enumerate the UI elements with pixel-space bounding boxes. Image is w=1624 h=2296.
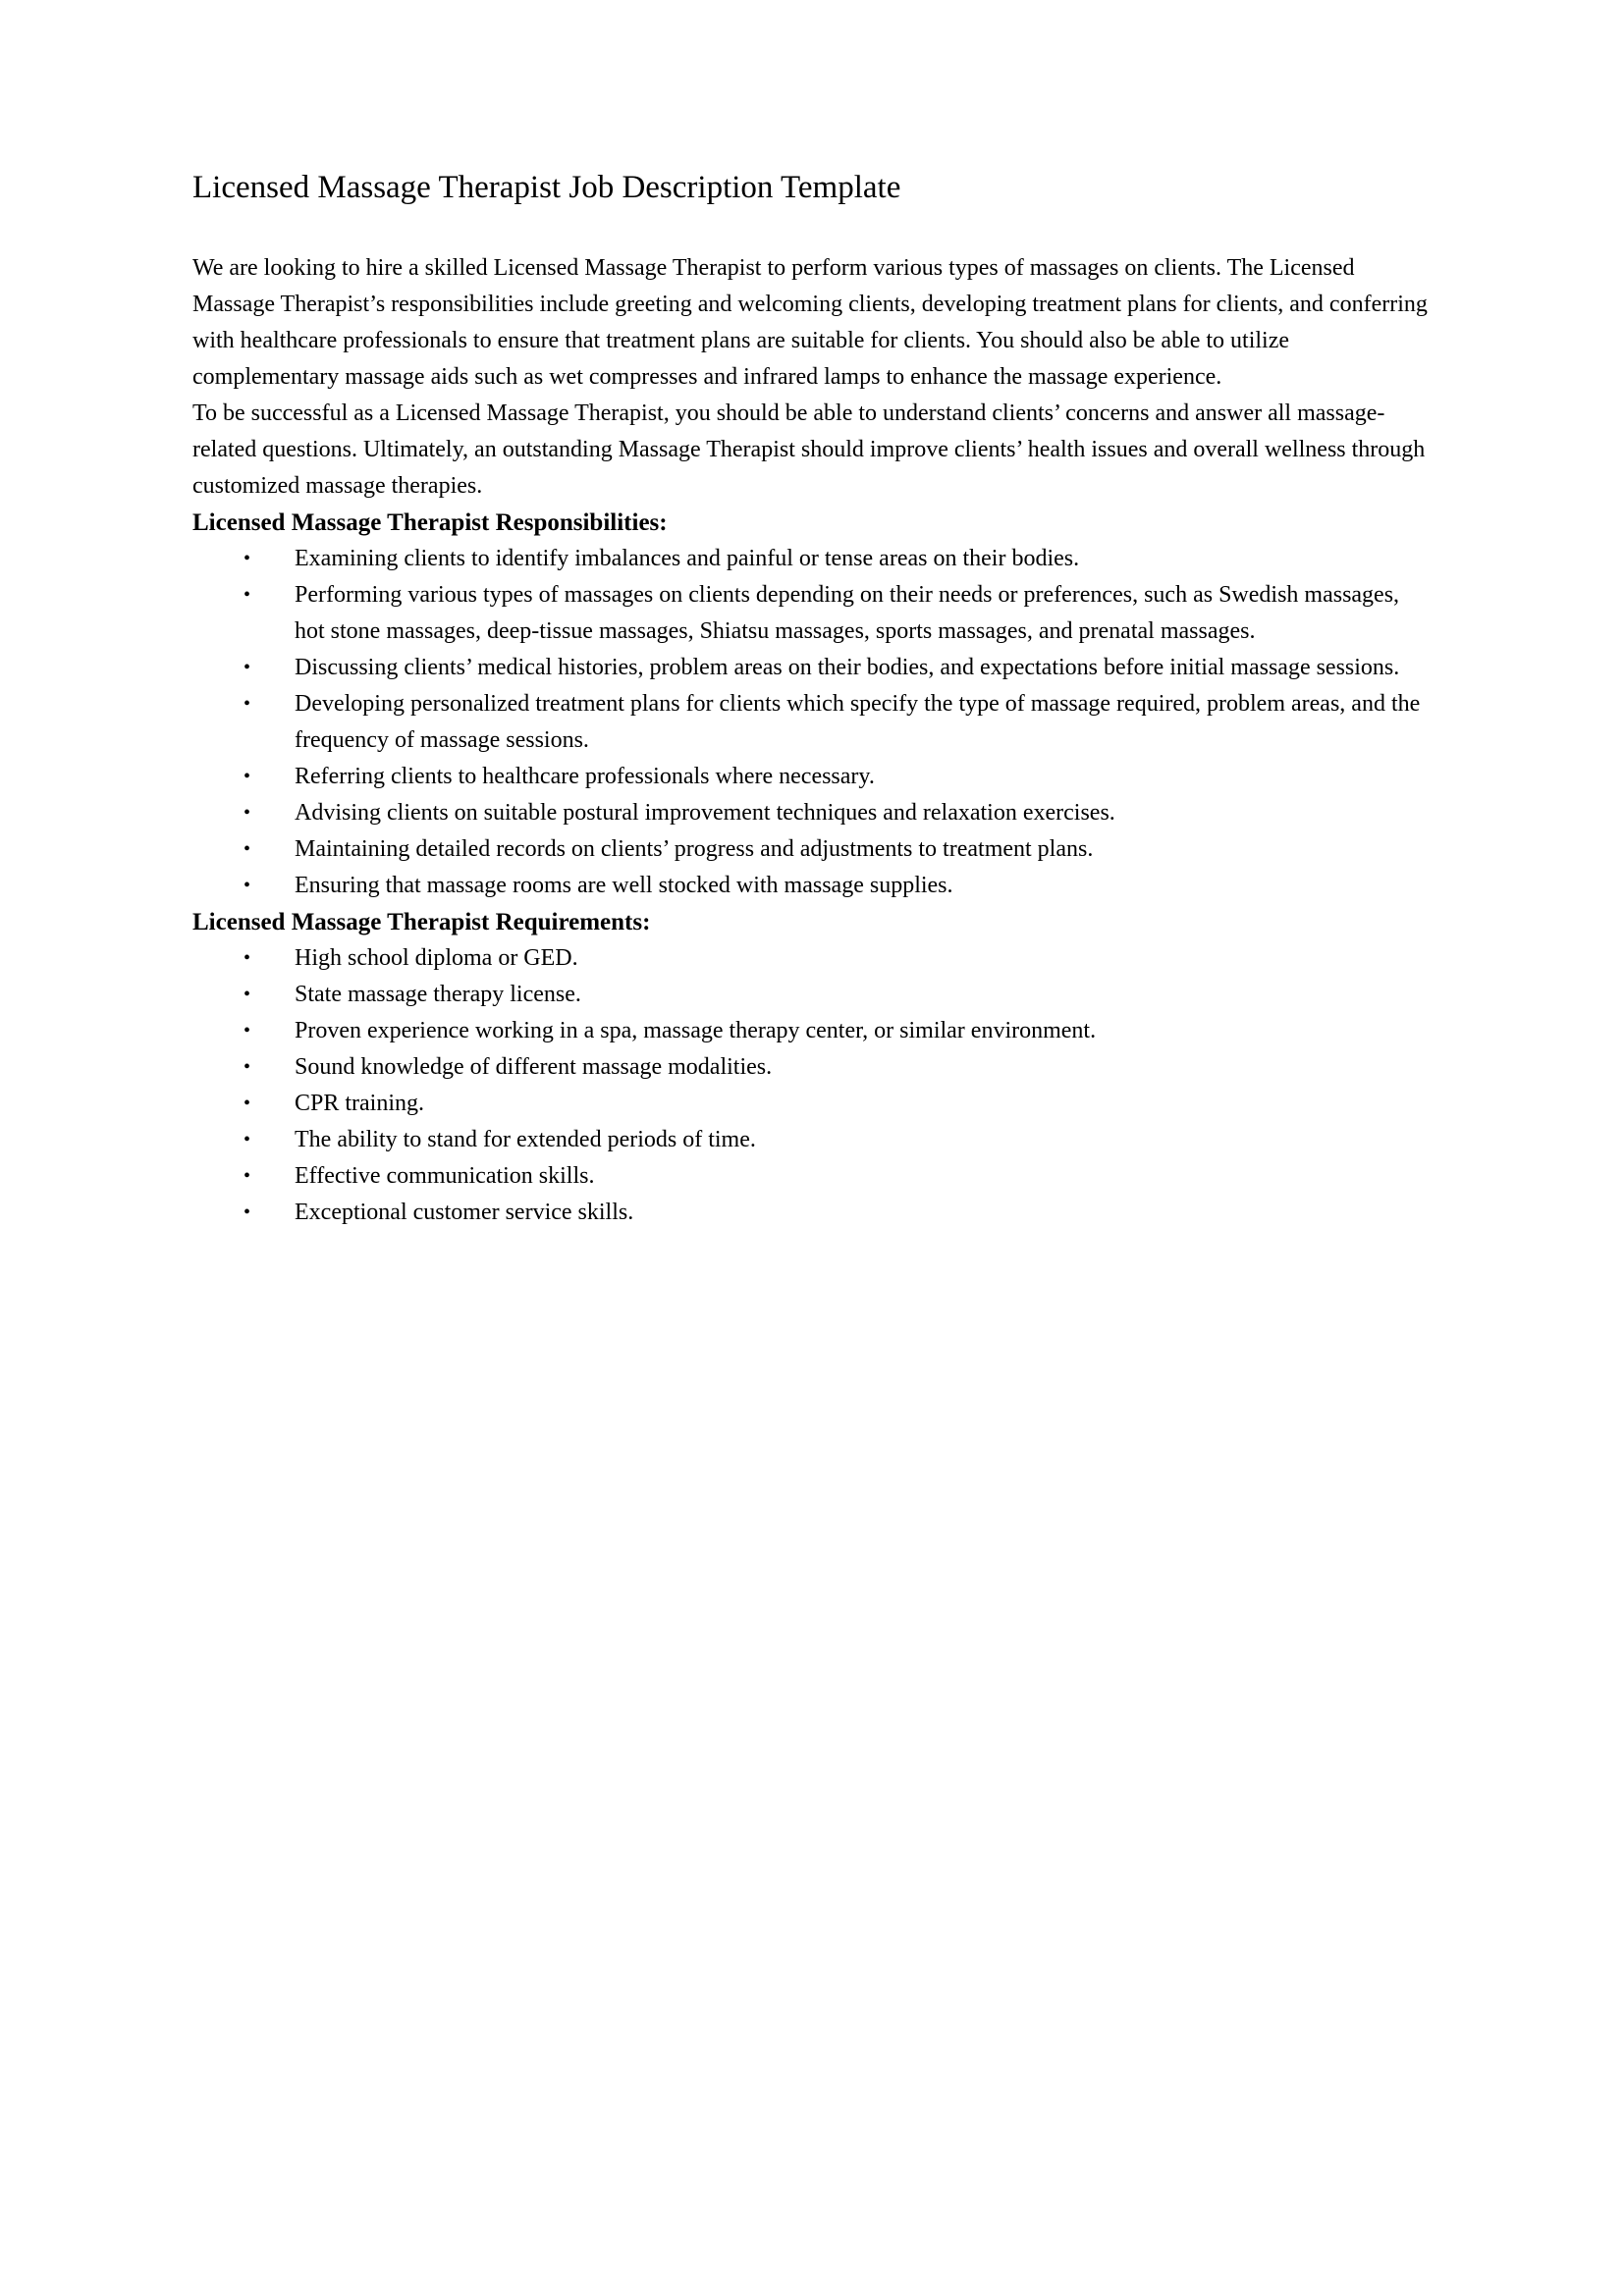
list-item-text: High school diploma or GED.	[295, 945, 578, 971]
list-item	[192, 1049, 1432, 1086]
page-title: Licensed Massage Therapist Job Description Template	[192, 170, 901, 205]
intro-paragraph-1: We are looking to hire a skilled Licensed Massage Therapist to perform various types of massages on clients. The Licensed Massage Therapist’s responsibilities include greeting and welcoming clients, developing treatment plans for clients, and conferring with healthcare professionals to ensure that treatment plans are suitable for clients. You should also be able to utilize complementary massage aids such as wet compresses and infrared lamps to enhance the massage experience.	[192, 255, 1434, 390]
list-item	[192, 940, 1432, 977]
list-item	[192, 977, 1432, 1013]
list-item-text: Referring clients to healthcare professionals where necessary.	[295, 764, 875, 789]
list-item-text: Developing personalized treatment plans for clients which specify the type of massage required, problem areas, and the frequency of massage sessions.	[295, 691, 1421, 753]
list-item	[192, 686, 1432, 759]
list-item	[192, 831, 1432, 868]
bullet-icon: •	[244, 984, 251, 1005]
bullet-icon: •	[244, 1020, 251, 1041]
list-item	[192, 1195, 1432, 1231]
list-item-text: The ability to stand for extended periods of time.	[295, 1127, 756, 1152]
list-item-text: Sound knowledge of different massage modalities.	[295, 1054, 773, 1080]
list-item-text: Discussing clients’ medical histories, problem areas on their bodies, and expectations before initial massage sessions.	[295, 655, 1400, 680]
list-item-text: Maintaining detailed records on clients’ progress and adjustments to treatment plans.	[295, 836, 1094, 862]
list-item	[192, 868, 1432, 904]
list-item	[192, 1122, 1432, 1158]
bullet-icon: •	[244, 1093, 251, 1114]
list-item	[192, 650, 1432, 686]
section-heading-requirements: Licensed Massage Therapist Requirements:	[192, 909, 651, 935]
list-item	[192, 577, 1432, 650]
list-item-text: Ensuring that massage rooms are well stocked with massage supplies.	[295, 873, 953, 898]
list-item-text: Exceptional customer service skills.	[295, 1200, 634, 1225]
list-item-text: Proven experience working in a spa, massage therapy center, or similar environment.	[295, 1018, 1097, 1043]
list-item	[192, 1086, 1432, 1122]
list-item	[192, 1013, 1432, 1049]
bullet-icon: •	[244, 693, 251, 715]
bullet-icon: •	[244, 584, 251, 606]
bullet-icon: •	[244, 548, 251, 569]
requirements-list	[192, 940, 1432, 1231]
bullet-icon: •	[244, 1056, 251, 1078]
bullet-icon: •	[244, 838, 251, 860]
bullet-icon: •	[244, 802, 251, 824]
bullet-icon: •	[244, 766, 251, 787]
list-item-text: Effective communication skills.	[295, 1163, 595, 1189]
responsibilities-list	[192, 541, 1432, 904]
list-item-text: Performing various types of massages on clients depending on their needs or preferences, such as Swedish massages, hot stone massages, deep-tissue massages, Shiatsu massages, sports massages, and prenatal massages.	[295, 582, 1400, 644]
bullet-icon: •	[244, 1165, 251, 1187]
list-item-text: Advising clients on suitable postural improvement techniques and relaxation exercises.	[295, 800, 1115, 826]
bullet-icon: •	[244, 657, 251, 678]
bullet-icon: •	[244, 1201, 251, 1223]
list-item	[192, 1158, 1432, 1195]
list-item	[192, 541, 1432, 577]
bullet-icon: •	[244, 947, 251, 969]
bullet-icon: •	[244, 1129, 251, 1150]
title-spacer	[192, 208, 1432, 250]
list-item	[192, 795, 1432, 831]
document-body	[192, 167, 1432, 1231]
list-item-text: Examining clients to identify imbalances and painful or tense areas on their bodies.	[295, 546, 1080, 571]
intro-paragraph-2: To be successful as a Licensed Massage Therapist, you should be able to understand clients’ concerns and answer all massage-related questions. Ultimately, an outstanding Massage Therapist should improve clients’ health issues and overall wellness through customized massage therapies.	[192, 400, 1432, 499]
section-heading-responsibilities: Licensed Massage Therapist Responsibilities:	[192, 509, 668, 536]
bullet-icon: •	[244, 875, 251, 896]
list-item-text: CPR training.	[295, 1091, 425, 1116]
list-item-text: State massage therapy license.	[295, 982, 581, 1007]
list-item	[192, 759, 1432, 795]
